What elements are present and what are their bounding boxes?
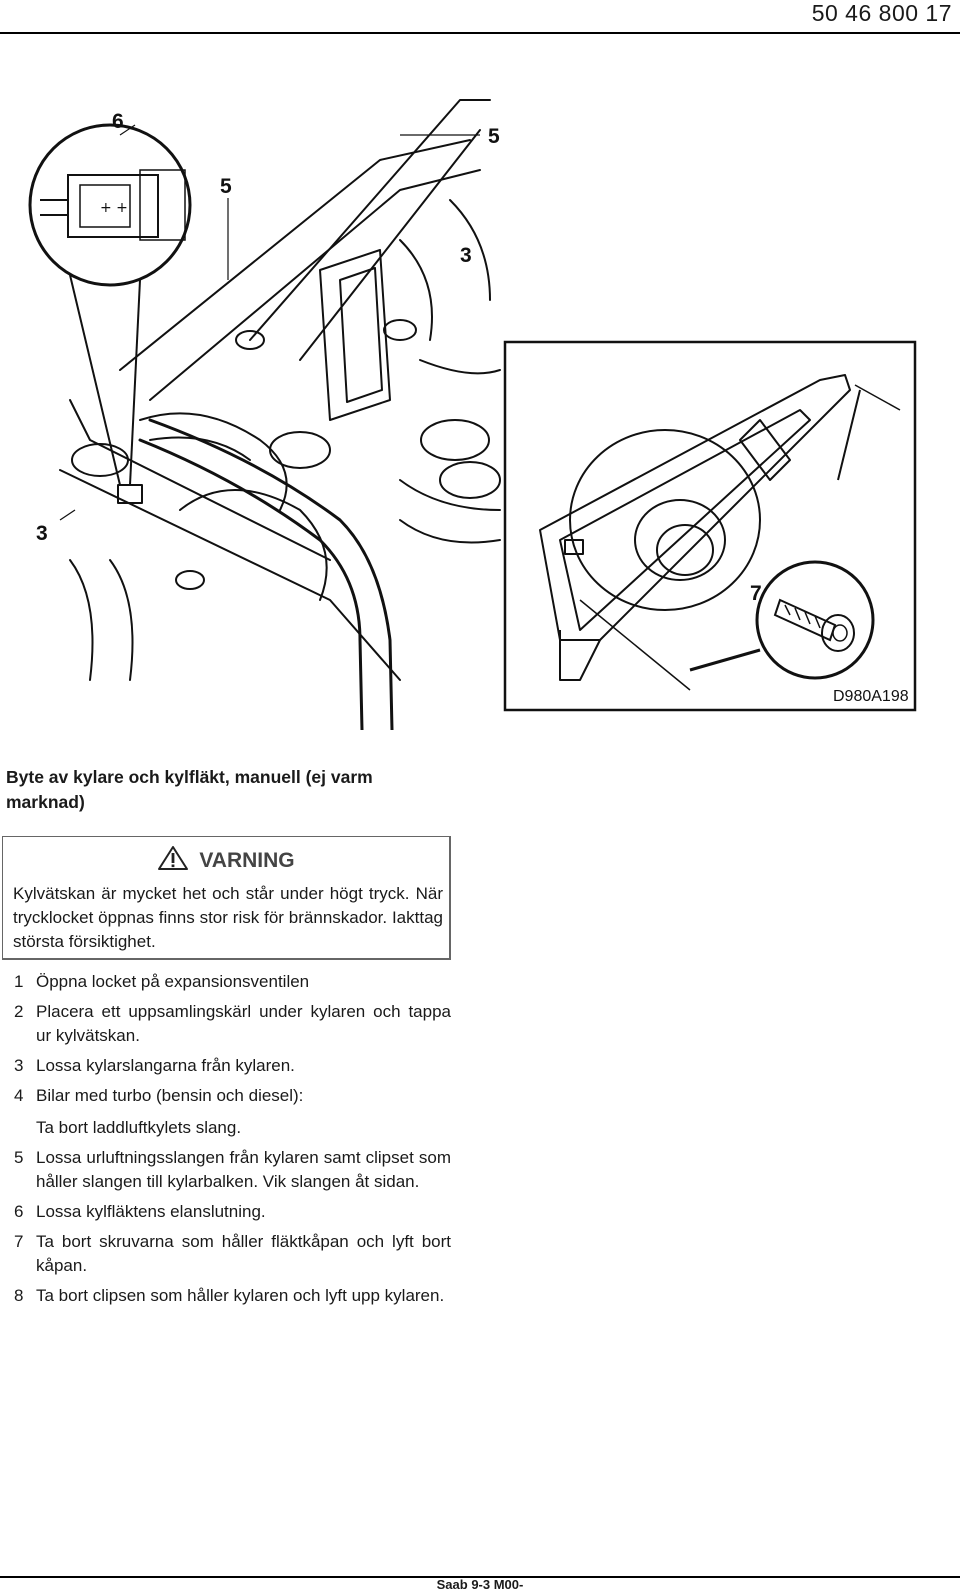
step-number: 1: [14, 972, 24, 991]
technical-illustration: [0, 40, 960, 730]
step-text: Bilar med turbo (bensin och diesel):: [36, 1086, 304, 1105]
step-item: [6, 1200, 451, 1224]
callout-3-right: 3: [460, 244, 472, 267]
step-item: [6, 1146, 451, 1194]
step-item: [6, 1000, 451, 1048]
screw-detail-inset: [757, 562, 873, 678]
drawing-code: D980A198: [833, 688, 909, 705]
svg-text:+ +: + +: [100, 200, 128, 216]
step-item: [6, 1284, 451, 1308]
step-text: Öppna locket på expansionsventilen: [36, 972, 310, 991]
step-number: 4: [14, 1086, 24, 1105]
warning-heading-text: VARNING: [199, 849, 295, 872]
step-text: Lossa urluftningsslangen från kylaren samt clipset som håller slangen till kylarbalken. Vik slangen åt sidan.: [36, 1148, 451, 1191]
step-text: Lossa kylarslangarna från kylaren.: [36, 1056, 295, 1075]
step-item: [6, 1054, 451, 1078]
warning-heading: [3, 845, 449, 873]
step-text: Ta bort clipsen som håller kylaren och lyft upp kylaren.: [36, 1286, 445, 1305]
callout-5-right: 5: [488, 125, 500, 148]
warning-box: [2, 836, 451, 960]
step-number: 5: [14, 1148, 24, 1167]
step-text: Placera ett uppsamlingskärl under kylaren och tappa ur kylvätskan.: [36, 1002, 451, 1045]
step-item: [6, 1230, 451, 1278]
warning-text: Kylvätskan är mycket het och står under högt tryck. När trycklocket öppnas finns stor risk för brännskador. Iakttag största försiktighet.: [13, 884, 443, 951]
step-number: 7: [14, 1232, 24, 1251]
callout-7: 7: [750, 582, 762, 605]
callout-3-left: 3: [36, 522, 48, 545]
step-item: [6, 970, 451, 994]
warning-triangle-icon: [157, 845, 189, 871]
footer-text: Saab 9-3 M00-: [436, 1577, 524, 1592]
callout-6: 6: [112, 110, 124, 133]
step-number: 2: [14, 1002, 24, 1021]
page-number: 50 46 800 17: [811, 0, 952, 26]
step-text: Lossa kylfläktens elanslutning.: [36, 1202, 266, 1221]
step-text: Ta bort skruvarna som håller fläktkåpan och lyft bort kåpan.: [36, 1232, 451, 1275]
step-number: 3: [14, 1056, 24, 1075]
callout-5-left: 5: [220, 175, 232, 198]
step-item: [6, 1084, 451, 1140]
step-number: 8: [14, 1286, 24, 1305]
step-number: 6: [14, 1202, 24, 1221]
connector-detail-inset: [30, 125, 190, 485]
step-subtext: Ta bort laddluftkylets slang.: [36, 1118, 242, 1137]
procedure-steps: [6, 970, 451, 1314]
section-title: Byte av kylare och kylfläkt, manuell (ej varm marknad): [6, 767, 373, 812]
header-rule: [0, 32, 960, 34]
